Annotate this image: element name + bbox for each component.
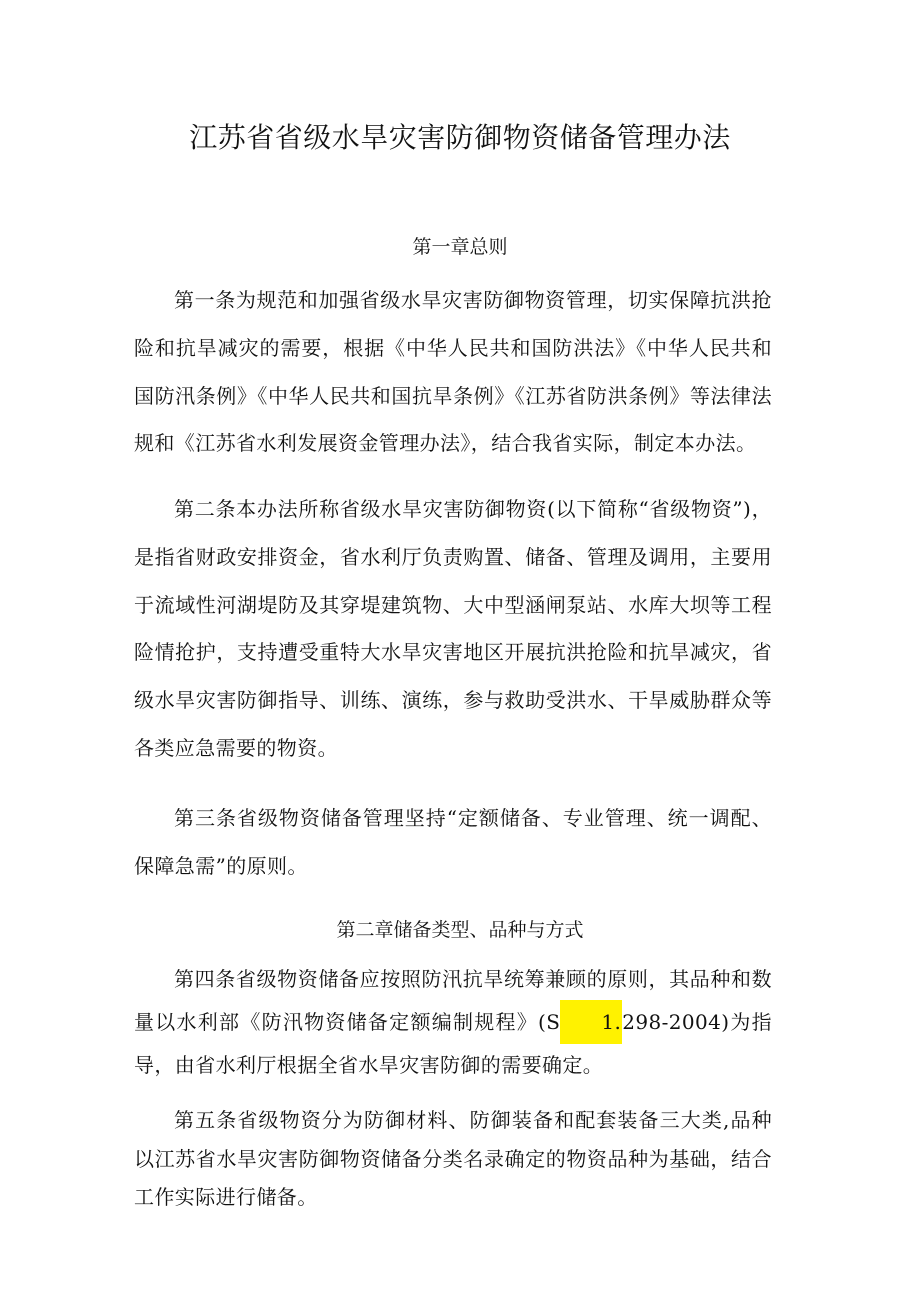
article-5: 第五条省级物资分为防御材料、防御装备和配套装备三大类,品种以江苏省水旱灾害防御物资储备分类名录确定的物资品种为基础，结合工作实际进行储备。	[134, 1108, 772, 1209]
article-2: 第二条本办法所称省级水旱灾害防御物资(以下简称“省级物资”)，是指省财政安排资金，省水利厅负责购置、储备、管理及调用，主要用于流域性河湖堤防及其穿堤建筑物、大中型涵闸泵站、水库大坝等工程险情抢护，支持遭受重特大水旱灾害地区开展抗洪抢险和抗旱减灾，省级水旱灾害防御指导、训练、演练，参与救助受洪水、干旱威胁群众等各类应急需要的物资。	[134, 497, 772, 760]
highlighted-text: 1.	[560, 1000, 622, 1044]
article-3: 第三条省级物资储备管理坚持“定额储备、专业管理、统一调配、保障急需”的原则。	[134, 806, 772, 878]
article-1: 第一条为规范和加强省级水旱灾害防御物资管理，切实保障抗洪抢险和抗旱减灾的需要，根据《中华人民共和国防洪法》《中华人民共和国防汛条例》《中华人民共和国抗旱条例》《江苏省防洪条例》等法律法规和《江苏省水利发展资金管理办法》，结合我省实际，制定本办法。	[134, 288, 772, 456]
article-4	[134, 958, 772, 1086]
chapter-1-heading: 第一章总则	[412, 236, 508, 258]
article-4-text-start: 第四条省级物资储备应按照防汛抗旱统筹兼顾的原则，其品种和数量以水利部《防汛物资储备定额编制规程》(S	[134, 967, 772, 1034]
chapter-2-heading: 第二章储备类型、品种与方式	[336, 919, 584, 941]
article-4-text-end: 298-2004)为指导，由省水利厅根据全省水旱灾害防御的需要确定。	[134, 1010, 772, 1077]
document-title: 江苏省省级水旱灾害防御物资储备管理办法	[189, 121, 731, 154]
